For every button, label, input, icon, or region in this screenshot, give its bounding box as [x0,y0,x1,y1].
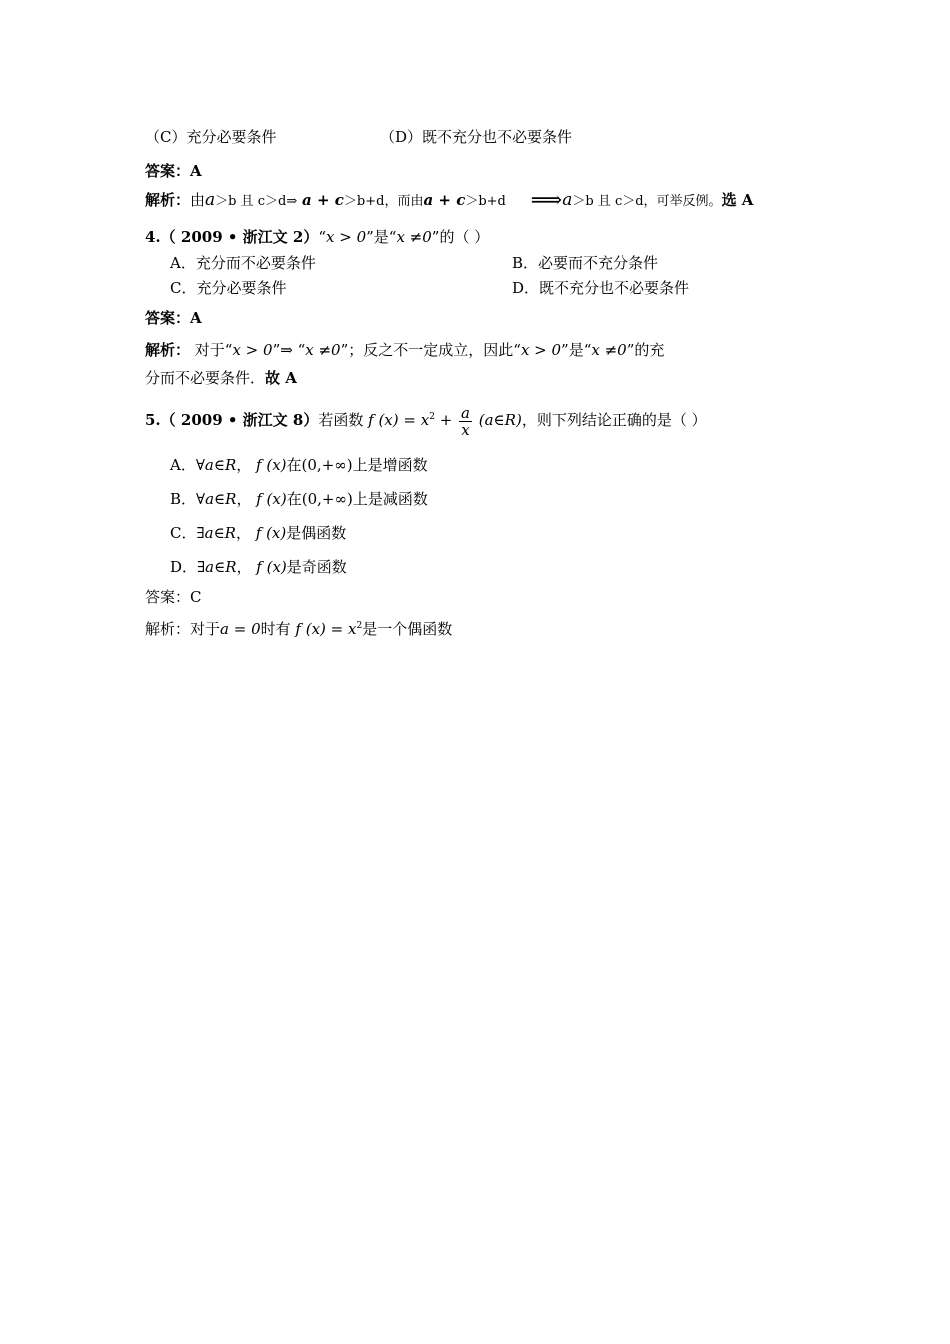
q4-option-d: D．既不充分也不必要条件 [512,279,690,297]
q4-analysis-line1: 解析： 对于“x > 0”⇒ “x ≠0”；反之不一定成立，因此“x > 0”是“x ≠0”的充 [145,341,665,359]
q5-option-a: A．∀a∈R， f (x)在(0,+∞)上是增函数 [170,456,428,474]
q3-option-c: （C）充分必要条件 [145,128,277,146]
q4-option-b: B．必要而不充分条件 [512,254,659,272]
q5-stem: 5.（ 2009 • 浙江文 8）若函数 f $(x) = x^2$ + $\frac{a}{x}$ (a∈R)，则下列结论正确的是（ ） [145,403,707,439]
q4-option-a: A．充分而不必要条件 [170,254,316,272]
q4-analysis-line2: 分而不必要条件．故 A [145,369,297,387]
q4-stem: 4.（ 2009 • 浙江文 2）“x > 0”是“x ≠0”的（ ） [145,228,490,246]
q5-option-d: D．∃a∈R， f (x)是奇函数 [170,558,347,576]
q3-option-d: （D）既不充分也不必要条件 [380,128,573,146]
q3-answer: 答案：A [145,162,202,180]
fraction-a-over-x: $\frac{a}{x}$ [461,403,470,439]
q3-analysis: 解析：由a＞b 且 c＞d⇒ a + c＞b+d，而由a + c＞b+d ⟹a＞b 且 c＞d，可举反例。选 A [145,188,754,213]
q4-answer: 答案：A [145,309,202,327]
q5-answer: 答案：C [145,588,202,606]
q5-analysis: 解析：对于a = 0时有 f $(x) = x^2$是一个偶函数 [145,620,453,638]
q5-option-c: C．∃a∈R， f (x)是偶函数 [170,524,347,542]
q5-option-b: B．∀a∈R， f (x)在(0,+∞)上是减函数 [170,490,428,508]
q4-option-c: C．充分必要条件 [170,279,287,297]
